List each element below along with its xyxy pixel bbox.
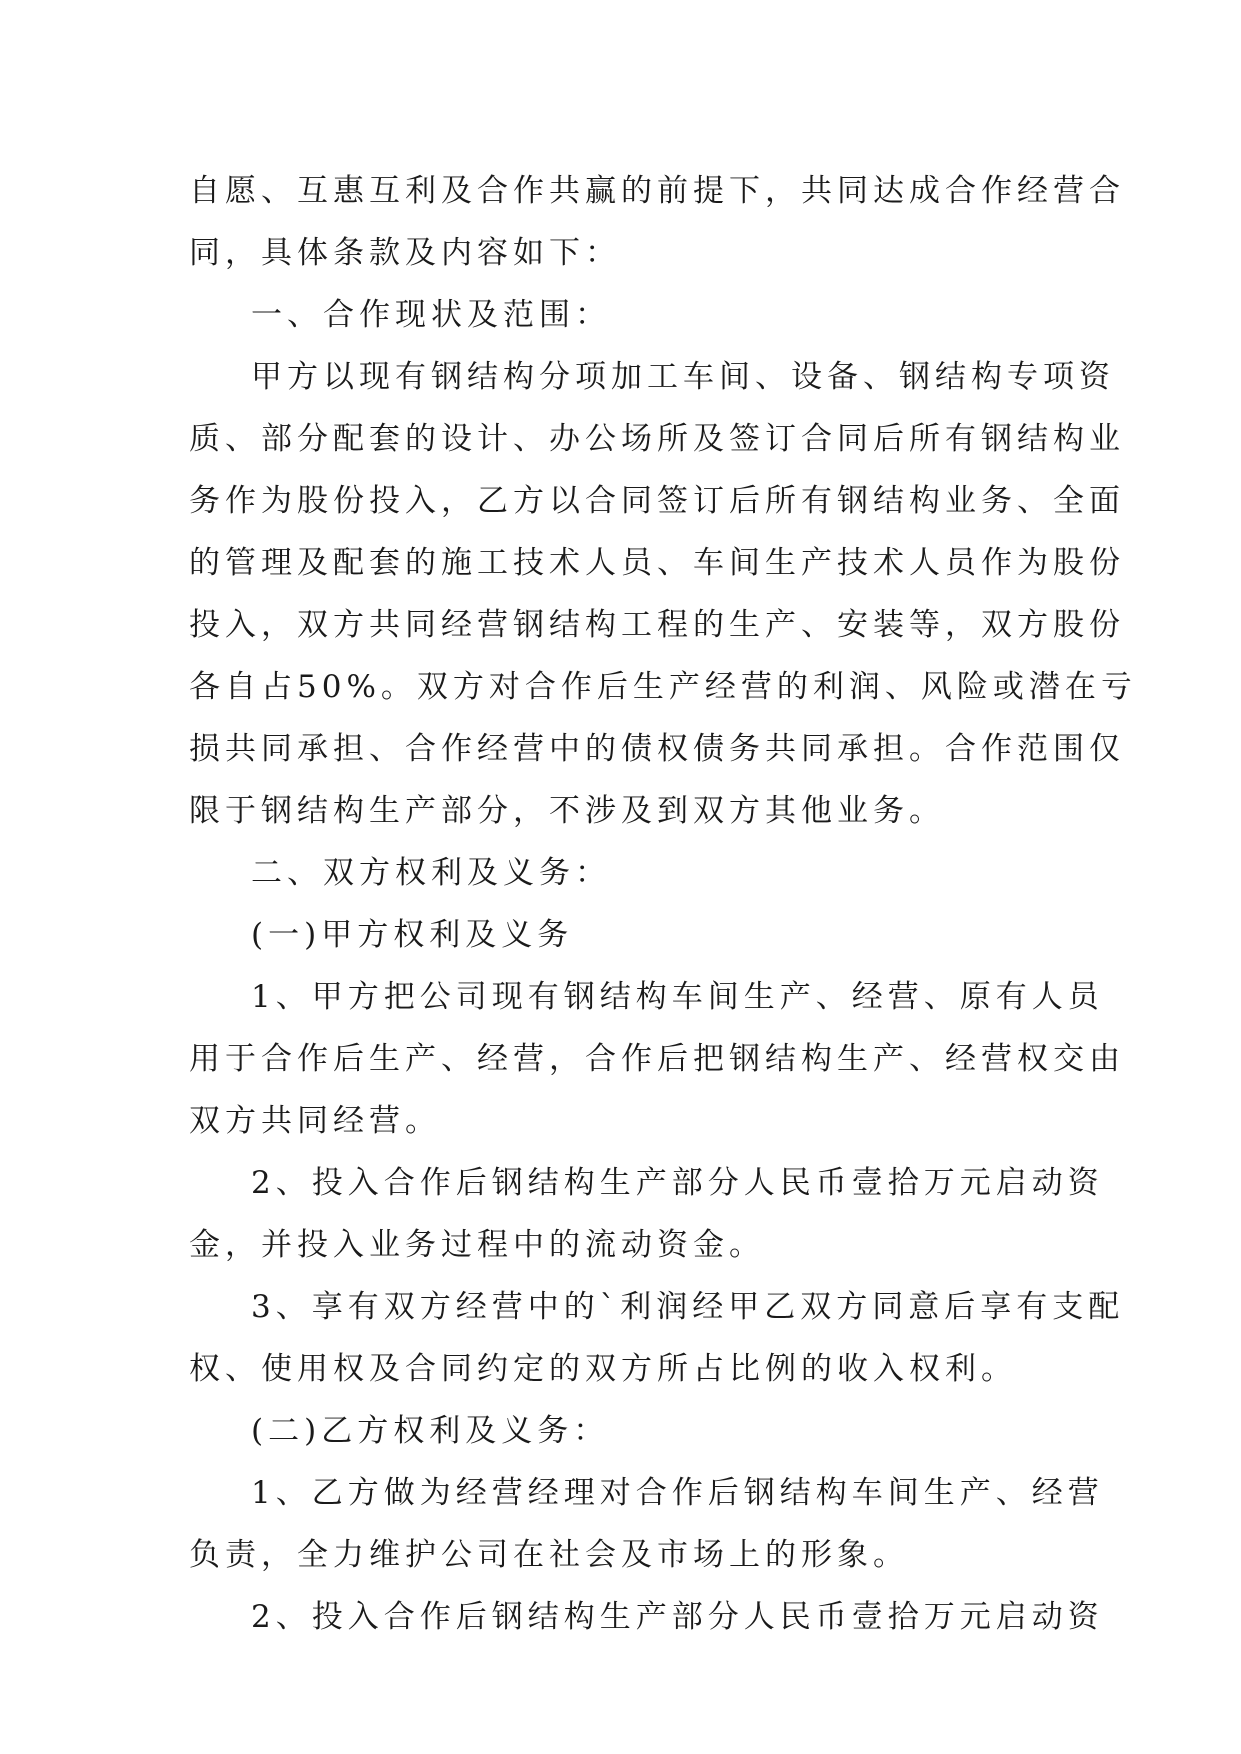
text-line-23: 负责，全力维护公司在社会及市场上的形象。 <box>189 1537 909 1573</box>
text-line-5: 质、部分配套的设计、办公场所及签订合同后所有钢结构业 <box>189 421 1125 457</box>
contract-body <box>189 160 1137 1648</box>
text-line-16: 双方共同经营。 <box>189 1103 441 1139</box>
text-line-8: 投入，双方共同经营钢结构工程的生产、安装等，双方股份 <box>189 607 1125 643</box>
text-line-9: 各自占50%。双方对合作后生产经营的利润、风险或潜在亏 <box>189 669 1137 705</box>
text-line-4: 甲方以现有钢结构分项加工车间、设备、钢结构专项资 <box>251 359 1115 395</box>
subsection-heading-1: (一)甲方权利及义务 <box>251 917 574 953</box>
text-line-10: 损共同承担、合作经营中的债权债务共同承担。合作范围仅 <box>189 731 1125 767</box>
section-heading-2: 二、双方权利及义务： <box>251 855 611 891</box>
text-line-15: 用于合作后生产、经营，合作后把钢结构生产、经营权交由 <box>189 1041 1125 1077</box>
subsection-heading-2: (二)乙方权利及义务： <box>251 1413 610 1449</box>
text-line-17: 2、投入合作后钢结构生产部分人民币壹拾万元启动资 <box>251 1165 1104 1201</box>
section-heading-1: 一、合作现状及范围： <box>251 297 611 333</box>
text-line-6: 务作为股份投入，乙方以合同签订后所有钢结构业务、全面 <box>189 483 1125 519</box>
text-line-2: 同，具体条款及内容如下： <box>189 235 621 271</box>
text-line-11: 限于钢结构生产部分，不涉及到双方其他业务。 <box>189 793 945 829</box>
text-line-24: 2、投入合作后钢结构生产部分人民币壹拾万元启动资 <box>251 1599 1104 1635</box>
text-line-22: 1、乙方做为经营经理对合作后钢结构车间生产、经营 <box>251 1475 1104 1511</box>
text-line-14: 1、甲方把公司现有钢结构车间生产、经营、原有人员 <box>251 979 1104 1015</box>
text-line-19: 3、享有双方经营中的`利润经甲乙双方同意后享有支配 <box>251 1289 1125 1325</box>
text-line-18: 金，并投入业务过程中的流动资金。 <box>189 1227 765 1263</box>
text-line-7: 的管理及配套的施工技术人员、车间生产技术人员作为股份 <box>189 545 1125 581</box>
text-line-1: 自愿、互惠互利及合作共赢的前提下，共同达成合作经营合 <box>189 173 1125 209</box>
text-line-20: 权、使用权及合同约定的双方所占比例的收入权利。 <box>189 1351 1017 1387</box>
